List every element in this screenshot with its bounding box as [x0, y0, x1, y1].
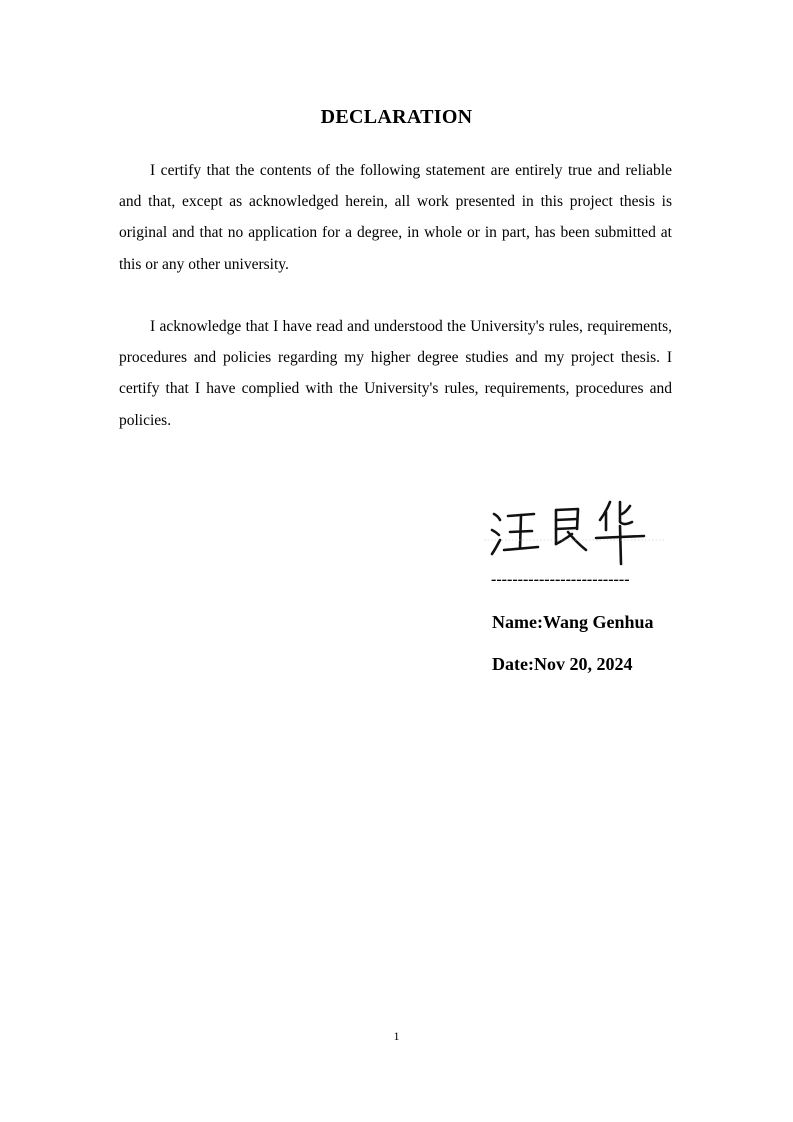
declaration-paragraph-2: I acknowledge that I have read and understood the University's rules, requirements, procedures and policies regarding my higher degree studies and my project thesis. I certify that I have complied with the University's rules, requirements, procedures and policies.	[119, 318, 672, 429]
date-value: Nov 20, 2024	[533, 654, 633, 674]
name-label: Name:	[492, 612, 543, 632]
declaration-paragraph-1: I certify that the contents of the following statement are entirely true and reliable and that, except as acknowledged herein, all work presented in this project thesis is original and that no application for a degree, in whole or in part, has been submitted at this or any other university.	[119, 162, 672, 273]
handwritten-signature	[484, 496, 666, 566]
signatory-name	[492, 610, 654, 634]
date-label: Date:	[492, 654, 534, 674]
name-value: Wang Genhua	[542, 612, 654, 632]
page-number: 1	[393, 1029, 400, 1043]
signature-line: --------------------------	[491, 571, 630, 588]
signature-date	[492, 652, 632, 676]
page-title: DECLARATION	[320, 106, 473, 128]
